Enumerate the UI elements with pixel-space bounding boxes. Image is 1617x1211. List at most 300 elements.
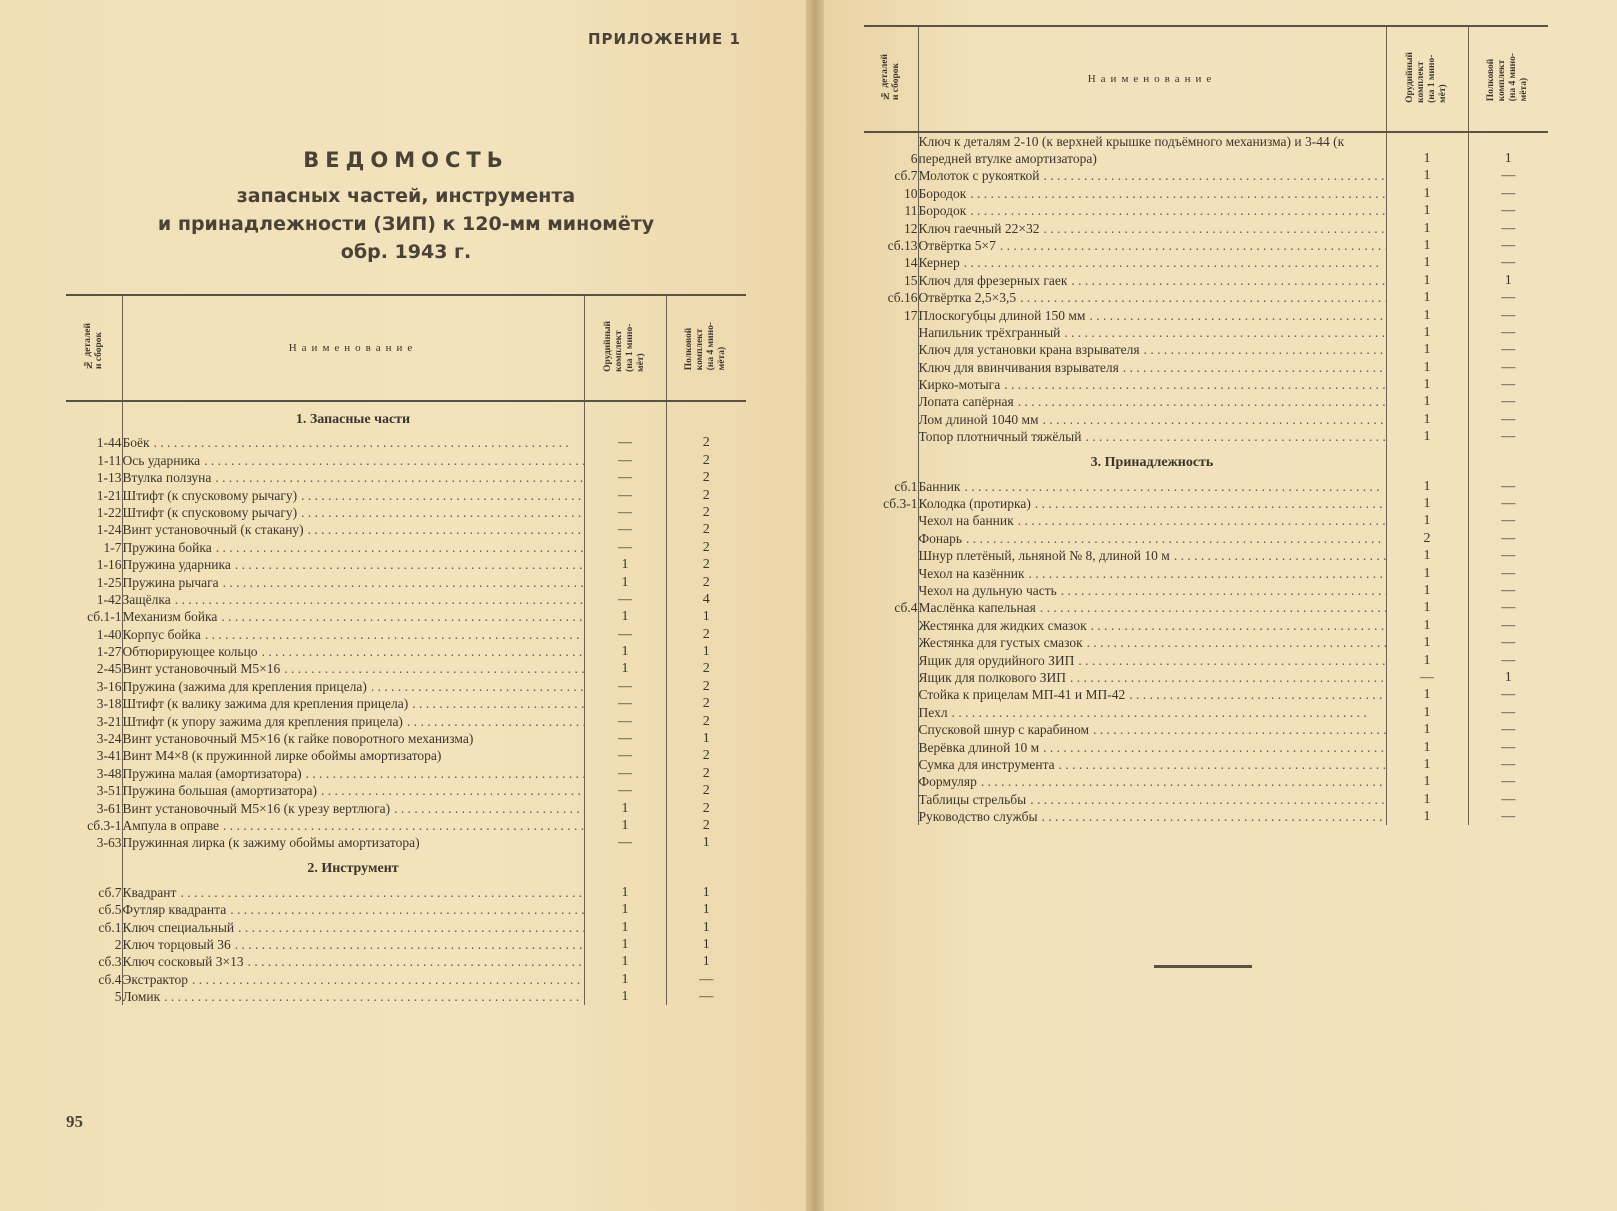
section-spacer [864,445,918,477]
part-name [918,721,1386,738]
table-row [66,591,746,608]
part-name [122,712,584,729]
table-row [66,625,746,642]
gun-set-qty: 1 [1386,651,1468,668]
regiment-set-qty: 1 [666,901,746,918]
regiment-set-qty: 2 [666,434,746,451]
part-number: 12 [904,220,918,236]
table-row [864,790,1548,807]
regiment-set-qty: — [1468,477,1548,494]
table-row [66,730,746,747]
part-name-text: Винт установочный (к стакану) . . . [123,521,584,538]
regiment-set-qty: 2 [666,556,746,573]
gun-set-qty: 1 [584,660,666,677]
gun-set-qty: — [584,695,666,712]
part-name-text: Пехл . . . [919,704,1386,721]
part-number: 3-51 [96,783,122,799]
table-row [864,582,1548,599]
regiment-set-qty: — [1468,686,1548,703]
page-number: 95 [66,1112,83,1131]
gun-set-qty: 1 [584,799,666,816]
gun-set-qty: — [584,469,666,486]
regiment-set-qty: 1 [666,730,746,747]
regiment-set-qty: 2 [666,451,746,468]
part-name [918,616,1386,633]
part-name [122,451,584,468]
part-name [122,936,584,953]
part-name-text: Пружина рычага . . . [123,574,584,591]
gun-set-qty: 1 [1386,202,1468,219]
section-spacer [66,401,122,434]
regiment-set-qty: — [1468,376,1548,393]
gun-set-qty: 1 [1386,616,1468,633]
part-number [864,428,918,445]
gun-set-qty: — [584,730,666,747]
part-name-text: Ключ для фрезерных гаек . . . [919,272,1386,289]
regiment-set-qty: — [1468,582,1548,599]
table-row [66,901,746,918]
table-header-row [66,295,746,401]
gun-set-qty: 1 [584,556,666,573]
part-name [918,393,1386,410]
part-name [918,529,1386,546]
part-number [864,582,918,599]
part-name-text: Ящик для полкового ЗИП . . . [919,669,1386,686]
part-name-text: Верёвка длиной 10 м . . . [919,739,1386,756]
part-number: 1-24 [96,522,122,538]
part-name-text: Лом длиной 1040 мм . . . [919,411,1386,428]
part-name-text: Шнур плетёный, льняной № 8, длиной 10 м . . . [919,547,1386,564]
part-name-text: Винт установочный М5×16 . . . [123,660,584,677]
gun-set-qty: 1 [1386,271,1468,288]
part-name-text: Ключ специальный . . . [123,919,584,936]
gun-set-qty: 1 [584,883,666,900]
part-name-text: Защёлка . . . [123,591,584,608]
gun-set-qty: 1 [1386,410,1468,427]
header-gun-set: Орудийный комплект (на 1 мино- мёт) [1386,26,1468,132]
part-name-text: Ключ гаечный 22×32 . . . [919,220,1386,237]
regiment-set-qty: — [1468,756,1548,773]
gun-set-qty: 1 [1386,808,1468,825]
regiment-set-qty: 1 [666,953,746,970]
table-row [66,643,746,660]
part-number: 3-63 [96,835,122,851]
gun-set-qty: 1 [1386,547,1468,564]
table-row [66,660,746,677]
part-name-text: Лопата сапёрная . . . [919,393,1386,410]
table-row [864,529,1548,546]
part-name [122,556,584,573]
part-name-text: Ключ сосковый 3×13 . . . [123,953,584,970]
section-heading-row [66,851,746,883]
part-name-text: Бородок . . . [919,185,1386,202]
table-row [66,712,746,729]
part-name [918,410,1386,427]
part-name-text: Винт М4×8 (к пружинной лирке обоймы амортизатора) [122,748,442,764]
regiment-set-qty: 2 [666,695,746,712]
title-line-2: и принадлежности (ЗИП) к 120-мм миномёту [157,213,655,235]
part-name [122,573,584,590]
part-name-text: Штифт (к валику зажима для крепления прицела) . . . [123,695,584,712]
part-name [122,834,584,851]
part-name-text: Винт установочный М5×16 (к урезу вертлюга) . . . [123,800,584,817]
gun-set-qty: 1 [1386,773,1468,790]
table-row [864,376,1548,393]
part-name [122,608,584,625]
part-name [122,799,584,816]
gun-set-qty: 1 [1386,564,1468,581]
part-name-text: Плоскогубцы длиной 150 мм . . . [919,307,1386,324]
end-rule [1154,965,1252,968]
part-name [918,703,1386,720]
part-number: 1-44 [96,435,122,451]
part-name [918,184,1386,201]
part-name [918,341,1386,358]
part-name [918,686,1386,703]
part-name [918,202,1386,219]
regiment-set-qty: — [1468,254,1548,271]
table-row [864,495,1548,512]
table-row [864,167,1548,184]
part-name-text: Винт установочный М5×16 (к гайке поворотного механизма) [122,731,474,747]
part-number: 3-18 [96,696,122,712]
part-number [864,790,918,807]
part-name-text: Штифт (к упору зажима для крепления прицела) . . . [123,713,584,730]
gun-set-qty: — [584,521,666,538]
table-row [864,634,1548,651]
part-name [918,358,1386,375]
header-regiment-set: Полковой комплект (на 4 мино- мёта) [666,295,746,401]
table-row [66,608,746,625]
table-row [66,538,746,555]
section-heading-row [66,401,746,434]
part-name-text: Квадрант . . . [123,884,584,901]
part-name [122,901,584,918]
gun-set-qty: — [584,712,666,729]
part-name-text: Чехол на казённик . . . [919,565,1386,582]
section-spacer [584,401,666,434]
right-parts-table [864,25,1548,825]
section-heading: 1. Запасные части [122,401,584,434]
left-page [0,0,806,1211]
table-row [864,756,1548,773]
regiment-set-qty: — [1468,428,1548,445]
part-name [122,764,584,781]
part-name [918,477,1386,494]
part-number: 15 [904,272,918,288]
regiment-set-qty: 1 [666,608,746,625]
part-name [918,756,1386,773]
part-name [122,625,584,642]
part-number: сб.1 [98,919,122,935]
part-name [918,582,1386,599]
part-name-text: Боёк . . . [123,434,584,451]
part-name [122,988,584,1005]
part-name [122,538,584,555]
header-regiment-set: Полковой комплект (на 4 мино- мёта) [1468,26,1548,132]
part-name-text: Кернер . . . [919,254,1386,271]
gun-set-qty: 1 [584,918,666,935]
part-name-text: Таблицы стрельбы . . . [919,791,1386,808]
regiment-set-qty: — [666,988,746,1005]
regiment-set-qty: 1 [666,883,746,900]
regiment-set-qty: — [1468,289,1548,306]
part-name [122,677,584,694]
regiment-set-qty: 1 [1468,669,1548,686]
part-name [122,521,584,538]
title-line-1: запасных частей, инструмента [236,185,576,207]
table-row [66,953,746,970]
table-row [864,428,1548,445]
table-row [864,599,1548,616]
part-name-text: Напильник трёхгранный . . . [919,324,1386,341]
table-row [66,883,746,900]
gun-set-qty: 1 [1386,358,1468,375]
gun-set-qty: 1 [1386,428,1468,445]
part-number: 1-27 [96,644,122,660]
regiment-set-qty: 2 [666,799,746,816]
regiment-set-qty: — [1468,790,1548,807]
part-number [864,651,918,668]
regiment-set-qty: 2 [666,521,746,538]
table-row [66,573,746,590]
regiment-set-qty: — [1468,167,1548,184]
table-row [864,703,1548,720]
part-number: 3-24 [96,731,122,747]
part-number: 2-45 [96,661,122,677]
part-number: сб.7 [98,884,122,900]
regiment-set-qty: — [1468,306,1548,323]
part-number: сб.1 [894,478,918,494]
regiment-set-qty: 1 [1468,271,1548,288]
part-name-text: Втулка ползуна . . . [123,469,584,486]
part-name [122,591,584,608]
table-header-row [864,26,1548,132]
table-row [864,651,1548,668]
gun-set-qty: 1 [1386,167,1468,184]
part-number: сб.3-1 [883,496,918,512]
part-name [918,808,1386,825]
gun-set-qty: — [584,747,666,764]
part-number: сб.4 [894,600,918,616]
table-row [864,477,1548,494]
part-number: 1-22 [96,504,122,520]
part-name [918,324,1386,341]
part-name [122,918,584,935]
table-row [864,773,1548,790]
part-number: 6 [910,151,918,166]
regiment-set-qty: — [1468,808,1548,825]
part-number [864,324,918,341]
regiment-set-qty: — [1468,738,1548,755]
table-row [864,358,1548,375]
gun-set-qty: 1 [1386,790,1468,807]
table-row [66,521,746,538]
table-row [864,184,1548,201]
regiment-set-qty: 2 [666,504,746,521]
regiment-set-qty: — [1468,219,1548,236]
table-row [864,271,1548,288]
regiment-set-qty: — [666,970,746,987]
table-row [864,564,1548,581]
part-name-text: Бородок . . . [919,202,1386,219]
part-name [918,773,1386,790]
regiment-set-qty: 2 [666,625,746,642]
right-table-body [864,132,1548,825]
part-name [918,271,1386,288]
gun-set-qty: 1 [584,817,666,834]
part-name [918,254,1386,271]
regiment-set-qty: 2 [666,764,746,781]
part-name [918,132,1386,167]
section-spacer [1386,445,1468,477]
gun-set-qty: 1 [1386,599,1468,616]
table-row [864,393,1548,410]
table-row [864,721,1548,738]
part-name-text: Сумка для инструмента . . . [919,756,1386,773]
part-name [918,376,1386,393]
part-name-text: Чехол на банник . . . [919,512,1386,529]
gun-set-qty: 1 [1386,477,1468,494]
part-name-text: Ключ торцовый 36 . . . [123,936,584,953]
gun-set-qty: 1 [1386,634,1468,651]
part-name [122,817,584,834]
section-heading-row [864,445,1548,477]
part-number [864,376,918,393]
part-name-text: Банник . . . [919,478,1386,495]
regiment-set-qty: 1 [666,834,746,851]
regiment-set-qty: — [1468,202,1548,219]
part-number: сб.16 [887,290,918,306]
gun-set-qty: — [584,538,666,555]
table-row [66,782,746,799]
regiment-set-qty: — [1468,358,1548,375]
part-number: 17 [904,307,918,323]
book-gutter [806,0,824,1211]
part-number [864,547,918,564]
part-number: 3-21 [96,713,122,729]
part-number: сб.3 [98,954,122,970]
part-number [864,808,918,825]
document-title [66,148,746,266]
table-row [864,616,1548,633]
gun-set-qty: — [584,434,666,451]
table-row [66,486,746,503]
header-number: № деталей и сборок [66,295,122,401]
part-name-text: Футляр квадранта . . . [123,901,584,918]
regiment-set-qty: 2 [666,747,746,764]
part-name-text: Ключ для ввинчивания взрывателя . . . [919,359,1386,376]
part-number: 2 [114,936,122,952]
part-name-text: Спусковой шнур с карабином . . . [919,721,1386,738]
gun-set-qty: 1 [1386,341,1468,358]
regiment-set-qty: 2 [666,817,746,834]
regiment-set-qty: 1 [666,936,746,953]
gun-set-qty: 1 [1386,756,1468,773]
gun-set-qty: 1 [1386,132,1468,167]
regiment-set-qty: — [1468,564,1548,581]
regiment-set-qty: 2 [666,782,746,799]
part-number: 10 [904,185,918,201]
part-name-text: Пружина бойка . . . [123,539,584,556]
part-number: сб.13 [887,237,918,253]
title-line-3: обр. 1943 г. [340,241,472,263]
gun-set-qty: 1 [1386,306,1468,323]
part-name-text: Колодка (протирка) . . . [919,495,1386,512]
section-spacer [666,401,746,434]
gun-set-qty: — [584,504,666,521]
regiment-set-qty: — [1468,703,1548,720]
gun-set-qty: 1 [1386,393,1468,410]
part-name-text: Пружина ударника . . . [123,556,584,573]
part-name [918,547,1386,564]
table-row [864,254,1548,271]
part-name [918,651,1386,668]
part-number: 1-11 [97,452,122,468]
regiment-set-qty: 2 [666,486,746,503]
regiment-set-qty: — [1468,721,1548,738]
gun-set-qty: — [584,451,666,468]
part-name-text: Отвёртка 2,5×3,5 . . . [919,289,1386,306]
part-name [918,219,1386,236]
section-heading: 2. Инструмент [122,851,584,883]
table-row [864,324,1548,341]
gun-set-qty: — [584,764,666,781]
table-row [864,547,1548,564]
part-number: 3-41 [96,748,122,764]
part-name [122,782,584,799]
part-number: 11 [904,203,918,219]
gun-set-qty: 1 [1386,184,1468,201]
part-number [864,773,918,790]
table-row [66,834,746,851]
part-number: 1-40 [96,626,122,642]
table-row [864,738,1548,755]
table-row [864,410,1548,427]
part-number [864,410,918,427]
table-row [66,451,746,468]
part-number: 1-16 [96,557,122,573]
regiment-set-qty: 2 [666,677,746,694]
table-row [66,936,746,953]
regiment-set-qty: — [1468,547,1548,564]
regiment-set-qty: — [1468,512,1548,529]
table-row [66,747,746,764]
table-row [66,434,746,451]
table-row [66,918,746,935]
part-number [864,721,918,738]
gun-set-qty: 1 [1386,376,1468,393]
gun-set-qty: 1 [1386,738,1468,755]
gun-set-qty: 1 [1386,289,1468,306]
part-number [864,669,918,686]
table-row [864,289,1548,306]
part-name [122,730,584,747]
part-name-text: Ключ к деталям 2-10 (к верхней крышке подъёмного механизма) и 3-44 (к передней втулке амортизатора) [918,134,1345,166]
gun-set-qty: 1 [584,988,666,1005]
part-number: сб.5 [98,902,122,918]
gun-set-qty: 1 [584,608,666,625]
part-name-text: Экстрактор . . . [123,971,584,988]
table-row [864,669,1548,686]
left-parts-table [66,294,746,1005]
header-gun-set: Орудийный комплект (на 1 мино- мёт) [584,295,666,401]
part-name [918,237,1386,254]
regiment-set-qty: — [1468,495,1548,512]
part-name-text: Пружинная лирка (к зажиму обоймы амортизатора) [122,835,420,851]
table-row [864,237,1548,254]
part-name [918,512,1386,529]
